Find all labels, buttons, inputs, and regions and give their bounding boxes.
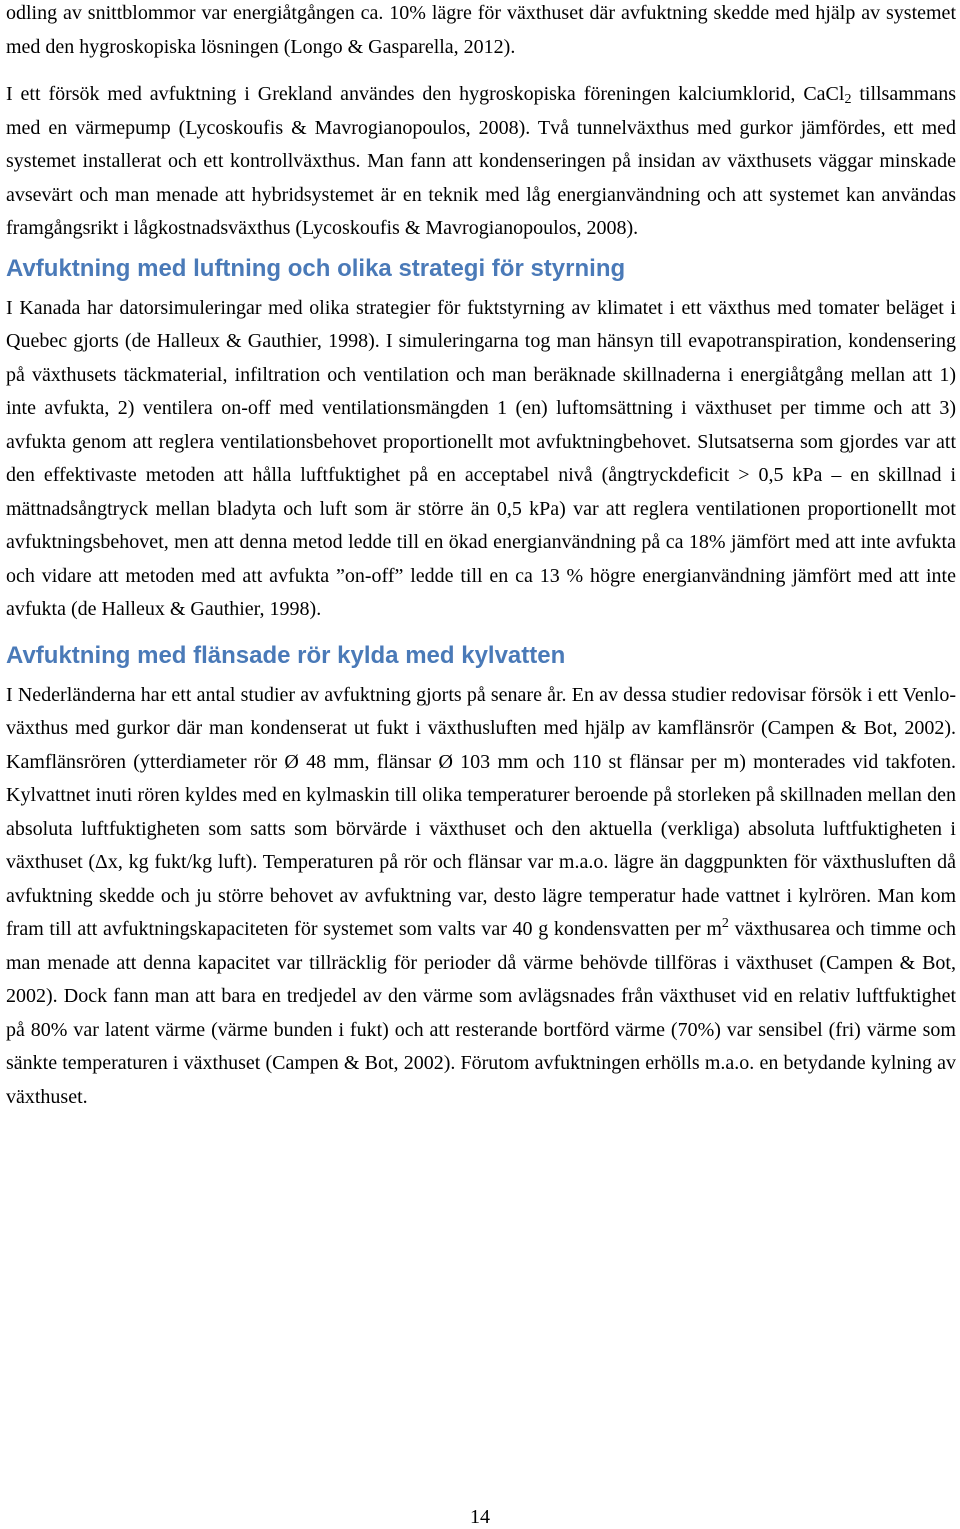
page-number: 14 — [470, 1506, 490, 1528]
paragraph-2 — [6, 78, 956, 246]
paragraph-4-text-a: I Nederländerna har ett antal studier av avfuktning gjorts på senare år. En av dessa studier redovisar försök i ett Venlo-växthus med gurkor där man kondenserat ut fukt i växthusluften med hjälp av kamflänsrör (Campen & Bot, 2002). Kamflänsrören (ytterdiameter rör Ø 48 mm, flänsar Ø 103 mm och 110 st flänsar per m) monterades vid takfoten. Kylvattnet inuti rören kyldes med en kylmaskin till olika temperaturer beroende på storleken på skillnaden mellan den absoluta luftfuktigheten som satts som börvärde i växthuset och den aktuella (verkliga) absoluta luftfuktigheten i växthuset (Δx, kg fukt/kg luft). Temperaturen på rör och flänsar var m.a.o. lägre än daggpunkten för växthusluften då avfuktning skedde och ju större behovet av avfuktning var, desto lägre temperatur hade vattnet i kylrören. Man kom fram till att avfuktningskapaciteten för systemet som valts var 40 g kondensvatten per m — [6, 683, 956, 940]
paragraph-4 — [6, 679, 956, 1115]
cacl2-subscript: 2 — [844, 92, 852, 107]
paragraph-2-text-b: tillsammans med en värmepump (Lycoskoufis & Mavrogianopoulos, 2008). Två tunnelväxthus med gurkor jämfördes, ett med systemet installerat och ett kontrollväxthus. Man fann att kondenseringen på insidan av växthusets väggar minskade avsevärt och man menade att hybridsystemet är en teknik med låg energianvändning och att systemet kan användas framgångsrikt i lågkostnadsväxthus (Lycoskoufis & Mavrogianopoulos, 2008). — [6, 83, 956, 239]
document-page — [6, 0, 956, 1114]
paragraph-2-text-a: I ett försök med avfuktning i Grekland användes den hygroskopiska föreningen kalciumklorid, CaCl — [6, 83, 845, 105]
paragraph-3 — [6, 292, 956, 627]
paragraph-1-text: odling av snittblommor var energiåtgången ca. 10% lägre för växthuset där avfuktning skedde med hjälp av systemet med den hygroskopiska lösningen (Longo & Gasparella, 2012). — [6, 2, 956, 58]
paragraph-4-text-b: växthusarea och timme och man menade att denna kapacitet var tillräcklig för perioder då värme behövde tillföras i växthuset (Campen & Bot, 2002). Dock fann man att bara en tredjedel av den värme som avlägsnades från växthuset vid en relativ luftfuktighet på 80% var latent värme (värme bunden i fukt) och att resterande bortförd värme (70%) var sensibel (fri) värme som sänkte temperaturen i växthuset (Campen & Bot, 2002). Förutom avfuktningen erhölls m.a.o. en betydande kylning av växthuset. — [6, 918, 956, 1108]
section-heading-finned-pipes: Avfuktning med flänsade rör kylda med kylvatten — [6, 641, 566, 669]
paragraph-3-text: I Kanada har datorsimuleringar med olika strategier för fuktstyrning av klimatet i ett växthus med tomater beläget i Quebec gjorts (de Halleux & Gauthier, 1998). I simuleringarna tog man hänsyn till evapotranspiration, kondensering på växthusets täckmaterial, infiltration och ventilation och man beräknade skillnaderna i energiåtgång mellan att 1) inte avfukta, 2) ventilera on-off med ventilationsmängden 1 (en) luftomsättning i växthuset per timme och att 3) avfukta genom att reglera ventilationsbehovet proportionellt mot avfuktningbehovet. Slutsatserna som gjordes var att den effektivaste metoden att hålla luftfuktighet på en acceptabel nivå (ångtryckdeficit > 0,5 kPa – en skillnad i mättnadsångtryck mellan bladyta och luft som är större än 0,5 kPa) var att reglera ventilationen proportionellt mot avfuktningsbehovet, men att denna metod ledde till en ökad energianvändning på ca 18% jämfört med att inte avfukta och vidare att metoden med att avfukta ”on-off” ledde till en ca 13 % högre energianvändning jämfört med att inte avfukta (de Halleux & Gauthier, 1998). — [6, 296, 956, 620]
paragraph-1 — [6, 0, 956, 64]
m2-superscript: 2 — [721, 916, 729, 931]
section-heading-ventilation: Avfuktning med luftning och olika strategi för styrning — [6, 254, 626, 282]
